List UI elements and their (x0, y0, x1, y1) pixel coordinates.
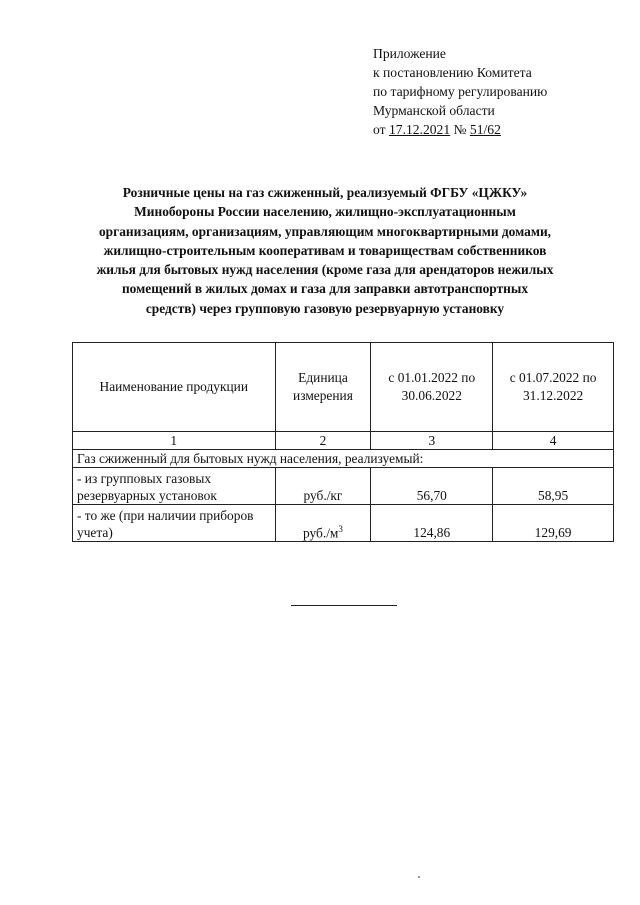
decree-number: 51/62 (469, 122, 501, 137)
product-name: - из групповых газовых резервуарных установок (73, 468, 276, 505)
title-line: помещений в жилых домах и газа для заправки автотранспортных (121, 281, 529, 297)
title-line: организациям, организациям, управляющим многоквартирными домами, (98, 223, 552, 239)
table-row (73, 505, 614, 542)
appendix-line: по тарифному регулированию (373, 84, 548, 99)
appendix-line: Приложение (373, 46, 446, 61)
title-line: средств) через групповую газовую резервуарную установку (145, 300, 505, 316)
header-unit: Единица измерения (275, 343, 371, 432)
document-title (55, 183, 595, 318)
header-period-1: с 01.01.2022 по 30.06.2022 (371, 343, 493, 432)
title-line: Минобороны России населению, жилищно-эксплуатационным (134, 204, 516, 220)
appendix-date-line (373, 120, 623, 139)
product-name: - то же (при наличии приборов учета) (73, 505, 276, 542)
unit-cell: руб./кг (275, 468, 371, 505)
scan-speck (418, 876, 420, 878)
table-row (73, 468, 614, 505)
closing-divider (291, 605, 397, 606)
appendix-block (373, 44, 623, 139)
title-line: Розничные цены на газ сжиженный, реализуемый ФГБУ «ЦЖКУ» (122, 185, 528, 200)
column-number: 3 (371, 432, 493, 450)
column-number: 4 (493, 432, 614, 450)
section-row (73, 450, 614, 468)
date-prefix: от (373, 122, 389, 137)
title-line: жилищно-строительным кооперативам и товариществам собственников (103, 242, 547, 258)
table-header-row (73, 343, 614, 432)
price-period-1: 56,70 (371, 468, 493, 505)
title-line: жилья для бытовых нужд населения (кроме газа для арендаторов нежилых (96, 262, 554, 278)
header-period-2: с 01.07.2022 по 31.12.2022 (493, 343, 614, 432)
column-number-row (73, 432, 614, 450)
section-label: Газ сжиженный для бытовых нужд населения, реализуемый: (73, 450, 614, 468)
unit-superscript: 3 (338, 523, 343, 534)
price-period-2: 129,69 (493, 505, 614, 542)
appendix-line: к постановлению Комитета (373, 65, 532, 80)
appendix-line: Мурманской области (373, 103, 495, 118)
decree-date: 17.12.2021 (388, 122, 451, 137)
price-table (72, 342, 614, 542)
column-number: 2 (275, 432, 371, 450)
unit-cell (275, 505, 371, 542)
unit-base: руб./м (303, 525, 339, 540)
header-product-name: Наименование продукции (73, 343, 276, 432)
column-number: 1 (73, 432, 276, 450)
number-prefix: № (450, 122, 470, 137)
price-period-1: 124,86 (371, 505, 493, 542)
price-period-2: 58,95 (493, 468, 614, 505)
